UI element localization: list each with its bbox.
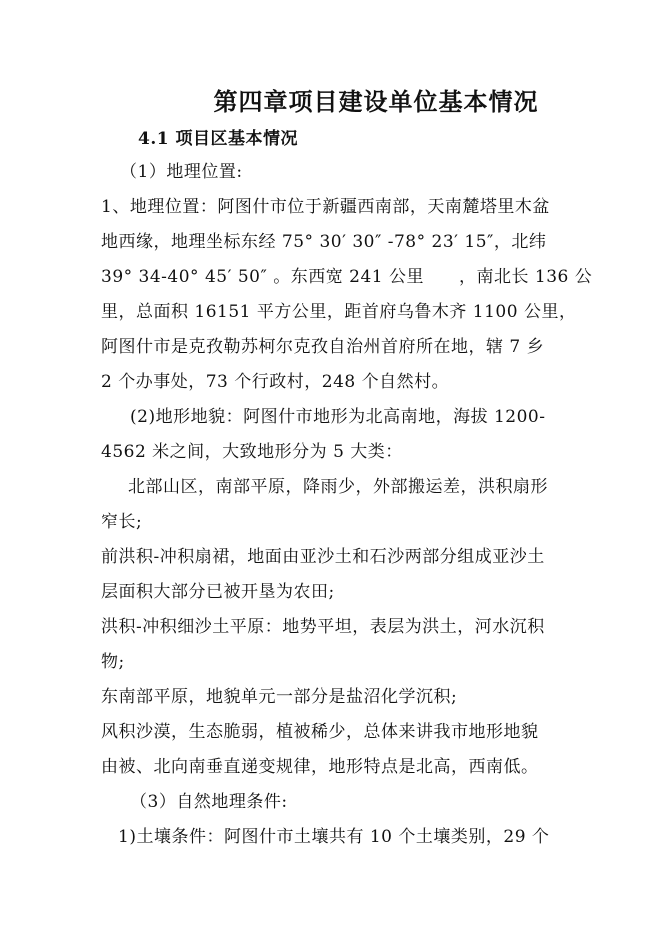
section-heading: 4.1 项目区基本情况	[138, 129, 298, 149]
chapter-title: 第四章项目建设单位基本情况	[213, 87, 539, 116]
paragraph-line: 层面积大部分已被开垦为农田;	[101, 582, 335, 602]
paragraph-line: 1、地理位置：阿图什市位于新疆西南部，天南麓塔里木盆	[101, 197, 550, 217]
paragraph-line: 由被、北向南垂直递变规律，地形特点是北高，西南低。	[101, 757, 539, 777]
subheading-location: （1）地理位置:	[120, 162, 243, 182]
paragraph-line: (2)地形地貌：阿图什市地形为北高南地，海拔 1200-	[130, 407, 546, 427]
paragraph-line: 2 个办事处，73 个行政村，248 个自然村。	[101, 372, 450, 392]
paragraph-line: 39° 34-40° 45′ 50″ 。东西宽 241 公里 ，南北长 136 公	[101, 267, 593, 287]
paragraph-line: 1)土壤条件：阿图什市土壤共有 10 个土壤类别，29 个	[118, 827, 550, 847]
paragraph-line: 东南部平原，地貌单元一部分是盐沼化学沉积;	[101, 687, 458, 707]
paragraph-line: 风积沙漠，生态脆弱，植被稀少，总体来讲我市地形地貌	[101, 722, 539, 742]
paragraph-line: 窄长;	[101, 512, 143, 532]
paragraph-line: 地西缘，地理坐标东经 75° 30′ 30″ -78° 23′ 15″，北纬	[101, 232, 547, 252]
paragraph-line: 前洪积-冲积扇裙，地面由亚沙土和石沙两部分组成亚沙土	[101, 547, 545, 567]
subheading-natural-conditions: （3）自然地理条件:	[130, 792, 288, 812]
paragraph-line: 阿图什市是克孜勒苏柯尔克孜自治州首府所在地，辖 7 乡	[101, 337, 545, 357]
paragraph-line: 物;	[101, 652, 125, 672]
paragraph-line: 洪积-冲积细沙土平原：地势平坦，表层为洪土，河水沉积	[101, 617, 545, 637]
paragraph-line: 北部山区，南部平原，降雨少，外部搬运差，洪积扇形	[128, 477, 548, 497]
paragraph-line: 4562 米之间，大致地形分为 5 大类：	[101, 442, 403, 462]
paragraph-line: 里，总面积 16151 平方公里，距首府乌鲁木齐 1100 公里，	[101, 302, 577, 322]
